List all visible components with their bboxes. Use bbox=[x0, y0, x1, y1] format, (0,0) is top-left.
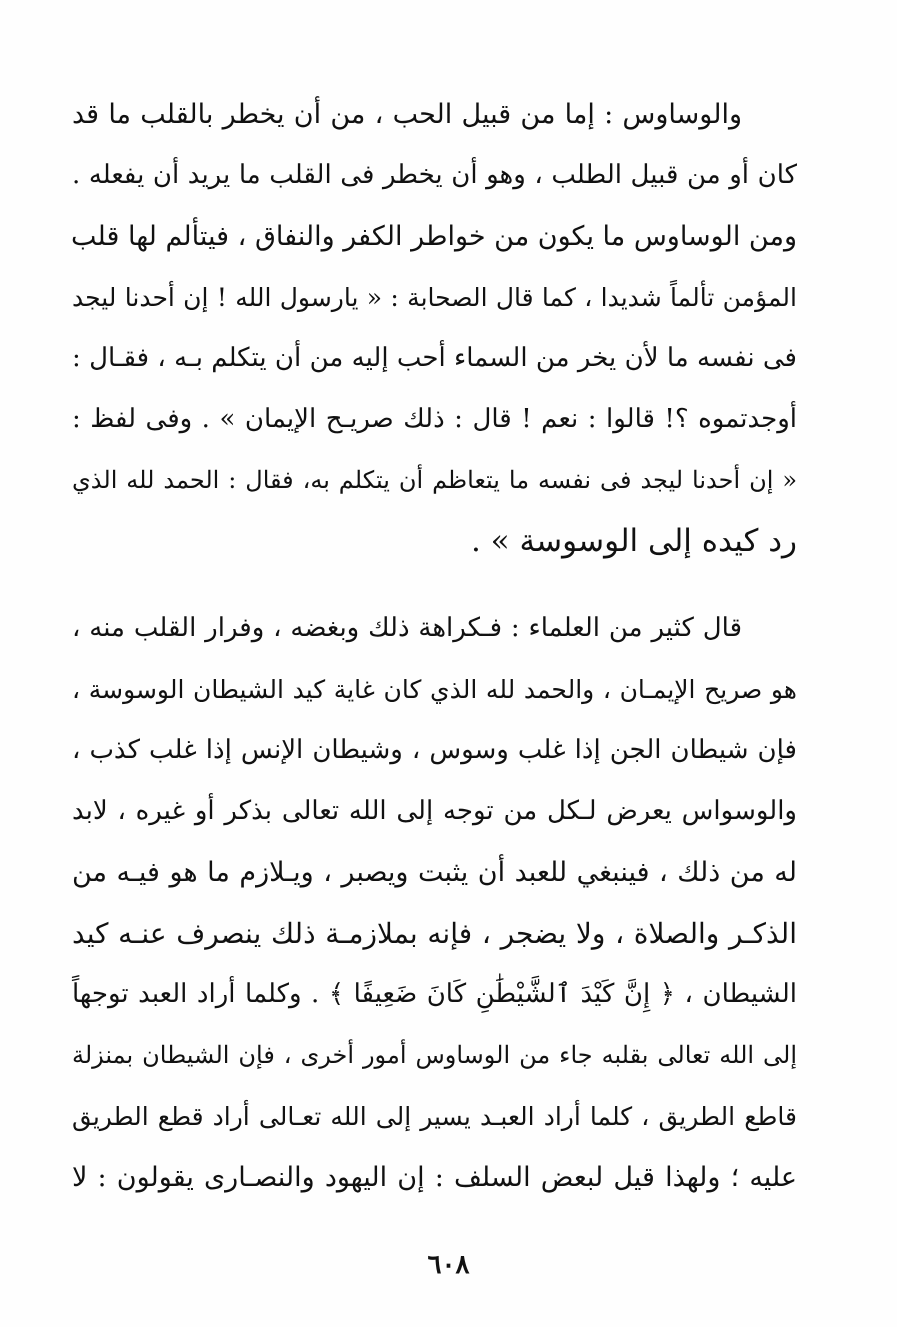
page-number: ٦٠٨ bbox=[427, 1250, 470, 1280]
text-line: فإن شيطان الجن إذا غلب وسوس ، وشيطان الإنس إذا غلب كذب ، bbox=[72, 735, 797, 765]
text-line: الشيطان ، ﴿ إِنَّ كَيْدَ ٱلشَّيْطَٰنِ كَانَ ضَعِيفًا ﴾ . وكلما أراد العبد توجهاً bbox=[72, 979, 797, 1009]
text-line: والوساوس : إما من قبيل الحب ، من أن يخطر بالقلب ما قد bbox=[72, 99, 742, 130]
text-line: عليه ؛ ولهذا قيل لبعض السلف : إن اليهود والنصـارى يقولون : لا bbox=[72, 1162, 797, 1193]
text-line: فى نفسه ما لأن يخر من السماء أحب إليه من أن يتكلم بـه ، فقـال : bbox=[72, 343, 797, 373]
text-line: والوسواس يعرض لـكل من توجه إلى الله تعالى بذكر أو غيره ، لابد bbox=[72, 796, 797, 826]
text-line: له من ذلك ، فينبغي للعبد أن يثبت ويصبر ، ويـلازم ما هو فيـه من bbox=[72, 857, 797, 888]
text-line: الذكـر والصلاة ، ولا يضجر ، فإنه بملازمـة ذلك ينصرف عنـه كيد bbox=[72, 917, 797, 950]
text-line: ومن الوساوس ما يكون من خواطر الكفر والنفاق ، فيتألم لها قلب bbox=[71, 221, 797, 252]
text-line: رد كيده إلى الوسوسة » . bbox=[470, 523, 797, 559]
text-line: هو صريح الإيمـان ، والحمد لله الذي كان غاية كيد الشيطان الوسوسة ، bbox=[72, 675, 797, 704]
text-line: قاطع الطريق ، كلما أراد العبـد يسير إلى الله تعـالى أراد قطع الطريق bbox=[72, 1102, 797, 1131]
text-line: كان أو من قبيل الطلب ، وهو أن يخطر فى القلب ما يريد أن يفعله . bbox=[72, 160, 797, 190]
text-line: قال كثير من العلماء : فـكراهة ذلك وبغضه ، وفرار القلب منه ، bbox=[72, 613, 742, 643]
text-line: المؤمن تألماً شديدا ، كما قال الصحابة : « يارسول الله ! إن أحدنا ليجد bbox=[72, 283, 797, 312]
text-line: إلى الله تعالى بقلبه جاء من الوساوس أمور أخرى ، فإن الشيطان بمنزلة bbox=[72, 1041, 797, 1069]
paragraph-2 bbox=[72, 598, 797, 1208]
text-line: أوجدتموه ؟! قالوا : نعم ! قال : ذلك صريـح الإيمان » . وفى لفظ : bbox=[72, 404, 797, 434]
paragraph-1 bbox=[72, 84, 797, 572]
text-line: « إن أحدنا ليجد فى نفسه ما يتعاظم أن يتكلم به، فقال : الحمد لله الذي bbox=[72, 466, 797, 494]
